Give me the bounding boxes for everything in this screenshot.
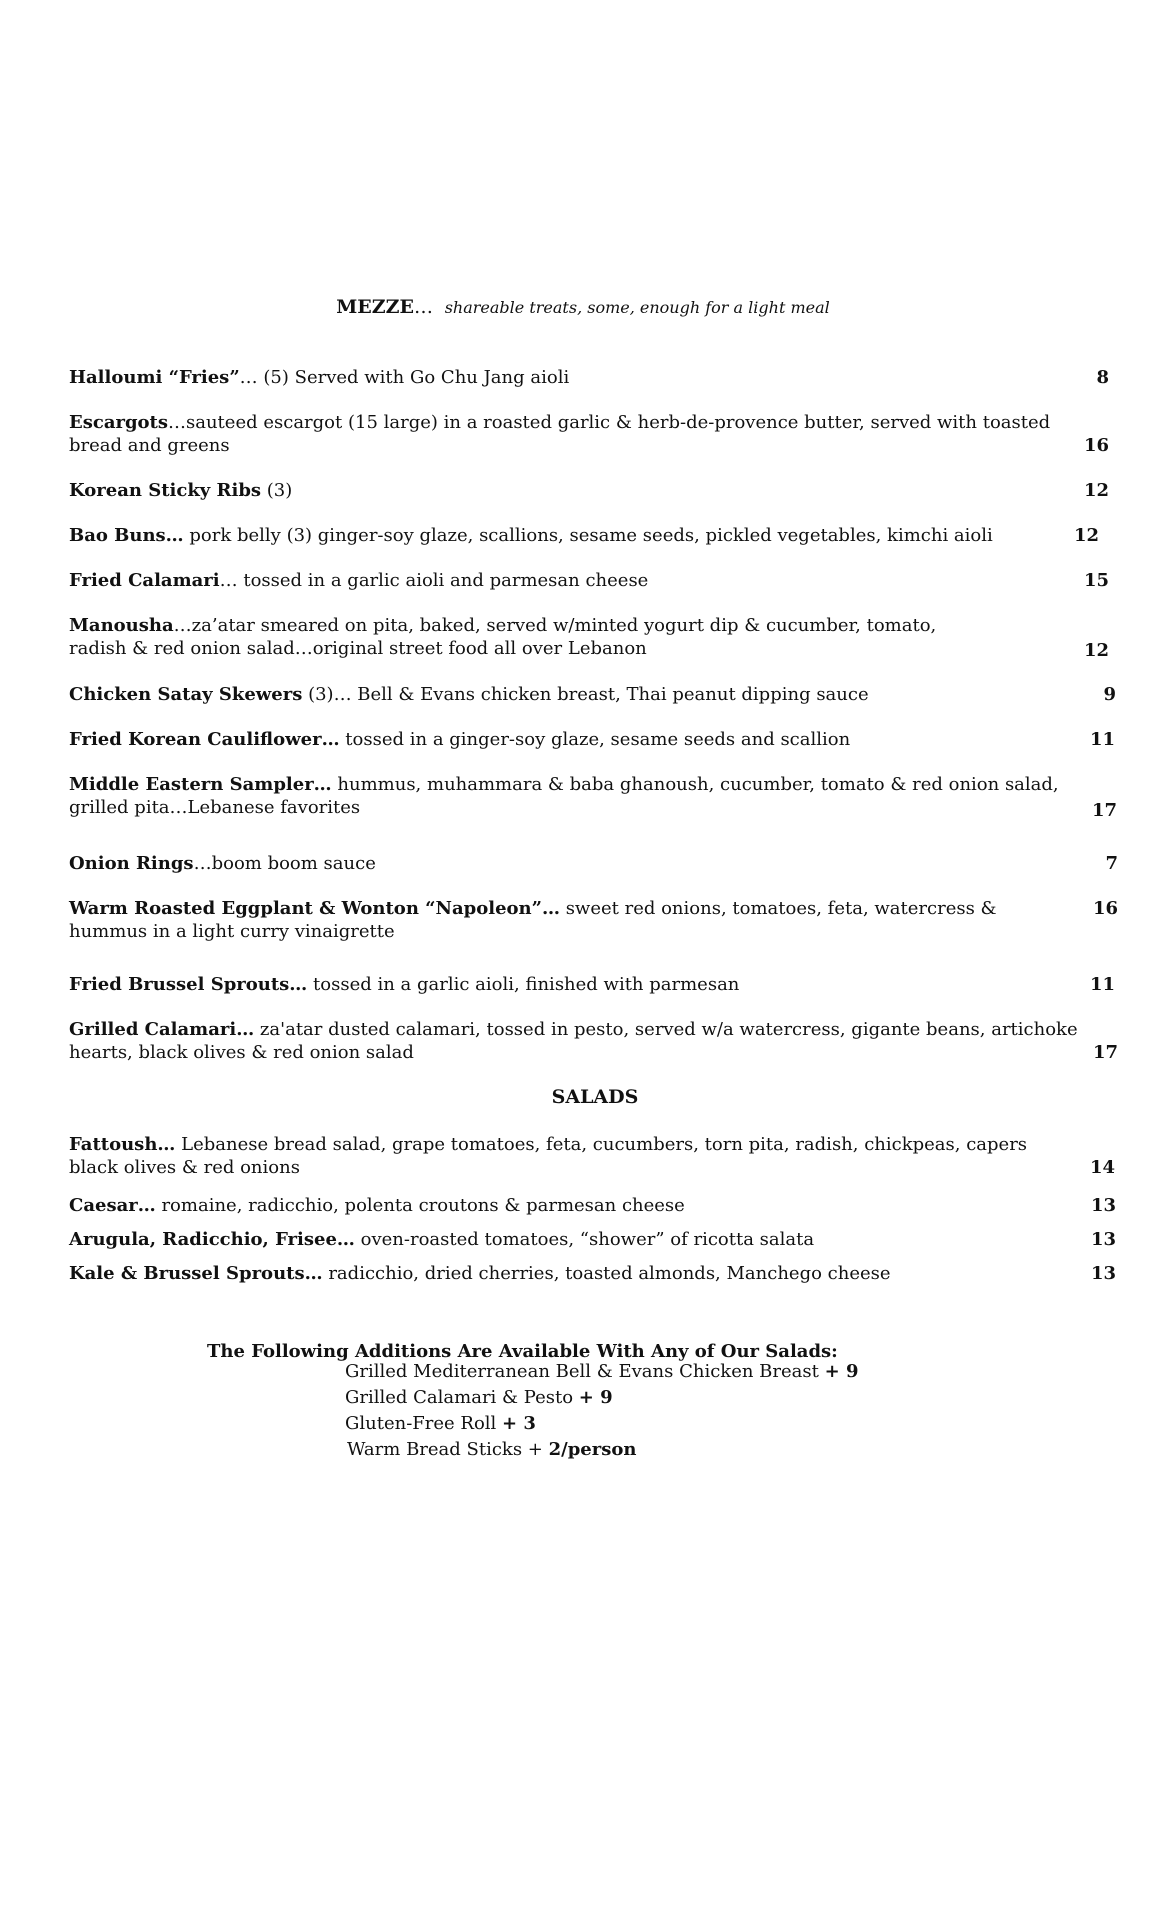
addition-price: + 3	[502, 1413, 536, 1434]
item-name: Fattoush…	[69, 1134, 176, 1155]
menu-item	[69, 683, 1116, 706]
item-description: hummus, muhammara & baba ghanoush, cucumber, tomato & red onion salad, grilled pita…Lebanese favorites	[69, 774, 1059, 818]
item-price: 16	[1092, 898, 1118, 919]
item-name: Kale & Brussel Sprouts…	[69, 1263, 323, 1284]
addition-price: + 9	[824, 1361, 859, 1382]
menu-item	[69, 614, 1109, 660]
item-description: sweet red onions, tomatoes, feta, watercress & hummus in a light curry vinaigrette	[69, 898, 997, 942]
item-price: 14	[1089, 1157, 1115, 1178]
menu-item	[69, 1194, 1116, 1217]
item-price: 12	[1083, 480, 1109, 501]
menu-item	[69, 1133, 1115, 1179]
item-description: …za’atar smeared on pita, baked, served w/minted yogurt dip & cucumber, tomato, radish & red onion salad…original street food all over Lebanon	[69, 615, 937, 659]
menu-item	[69, 728, 1115, 751]
item-price: 8	[1096, 367, 1109, 388]
item-name: Bao Buns…	[69, 525, 184, 546]
addition-item	[345, 1386, 613, 1409]
item-name: Fried Calamari	[69, 570, 220, 591]
item-name: Grilled Calamari…	[69, 1019, 255, 1040]
item-description: (3)… Bell & Evans chicken breast, Thai peanut dipping sauce	[302, 684, 869, 705]
item-name: Middle Eastern Sampler…	[69, 774, 332, 795]
menu-item	[69, 897, 1118, 943]
addition-price: 2/person	[548, 1439, 637, 1460]
menu-item	[69, 773, 1117, 821]
addition-label: Grilled Calamari & Pesto	[345, 1387, 574, 1408]
mezze-ellipsis: …	[413, 296, 433, 318]
item-name: Escargots	[69, 412, 168, 433]
item-description: radicchio, dried cherries, toasted almonds, Manchego cheese	[322, 1263, 891, 1284]
item-name: Chicken Satay Skewers	[69, 684, 303, 705]
salads-heading: SALADS	[551, 1086, 639, 1108]
menu-item	[69, 569, 1109, 592]
item-price: 15	[1083, 570, 1109, 591]
item-name: Fried Korean Cauliflower…	[69, 729, 340, 750]
item-description: … tossed in a garlic aioli and parmesan cheese	[219, 570, 649, 591]
item-name: Onion Rings	[69, 853, 194, 874]
item-description: (3)	[261, 480, 293, 501]
item-price: 11	[1089, 729, 1115, 750]
item-name: Warm Roasted Eggplant & Wonton “Napoleon”…	[69, 898, 560, 919]
mezze-heading	[0, 296, 1166, 319]
item-description: za'atar dusted calamari, tossed in pesto, served w/a watercress, gigante beans, artichoke hearts, black olives & red onion salad	[69, 1019, 1078, 1063]
item-price: 11	[1089, 974, 1115, 995]
mezze-subtitle: shareable treats, some, enough for a light meal	[444, 298, 830, 317]
item-price: 13	[1090, 1195, 1116, 1216]
menu-item	[69, 973, 1115, 996]
item-price: 7	[1105, 853, 1118, 874]
item-description: Lebanese bread salad, grape tomatoes, feta, cucumbers, torn pita, radish, chickpeas, capers black olives & red onions	[69, 1134, 1028, 1178]
item-name: Halloumi “Fries”	[69, 367, 240, 388]
menu-item	[69, 479, 1109, 502]
menu-item	[69, 852, 1118, 875]
item-price: 13	[1090, 1229, 1116, 1250]
menu-item	[69, 1228, 1116, 1251]
addition-item	[345, 1360, 858, 1383]
item-description: … (5) Served with Go Chu Jang aioli	[239, 367, 570, 388]
item-description: romaine, radicchio, polenta croutons & parmesan cheese	[155, 1195, 685, 1216]
menu-item	[69, 366, 1109, 389]
addition-item	[345, 1412, 536, 1435]
item-description: …boom boom sauce	[193, 853, 376, 874]
item-description: tossed in a ginger-soy glaze, sesame seeds and scallion	[339, 729, 851, 750]
addition-label: Grilled Mediterranean Bell & Evans Chicken Breast	[345, 1361, 819, 1382]
item-description: pork belly (3) ginger-soy glaze, scallions, sesame seeds, pickled vegetables, kimchi aioli	[183, 525, 993, 546]
item-name: Korean Sticky Ribs	[69, 480, 262, 501]
item-description: tossed in a garlic aioli, finished with parmesan	[307, 974, 740, 995]
menu-item	[69, 1262, 1116, 1285]
addition-item	[347, 1438, 636, 1461]
item-name: Arugula, Radicchio, Frisee…	[69, 1229, 355, 1250]
additions-heading: The Following Additions Are Available With Any of Our Salads:	[207, 1341, 838, 1362]
addition-label: Warm Bread Sticks +	[347, 1439, 543, 1460]
item-price: 17	[1092, 1042, 1118, 1063]
item-name: Fried Brussel Sprouts…	[69, 974, 308, 995]
item-name: Manousha	[69, 615, 174, 636]
menu-item	[69, 1018, 1118, 1064]
addition-price: + 9	[578, 1387, 613, 1408]
mezze-title: MEZZE	[336, 296, 414, 318]
addition-label: Gluten-Free Roll	[345, 1413, 497, 1434]
menu-item	[69, 524, 1109, 547]
item-name: Caesar…	[69, 1195, 156, 1216]
item-price: 16	[1083, 435, 1109, 456]
item-price: 9	[1103, 684, 1116, 705]
item-price: 13	[1090, 1263, 1116, 1284]
item-description: oven-roasted tomatoes, “shower” of ricotta salata	[354, 1229, 815, 1250]
item-price: 17	[1091, 800, 1117, 821]
item-price: 12	[1083, 640, 1109, 661]
menu-item	[69, 411, 1109, 457]
item-price: 12	[1073, 525, 1099, 546]
item-description: …sauteed escargot (15 large) in a roasted garlic & herb-de-provence butter, served with toasted bread and greens	[69, 412, 1051, 456]
